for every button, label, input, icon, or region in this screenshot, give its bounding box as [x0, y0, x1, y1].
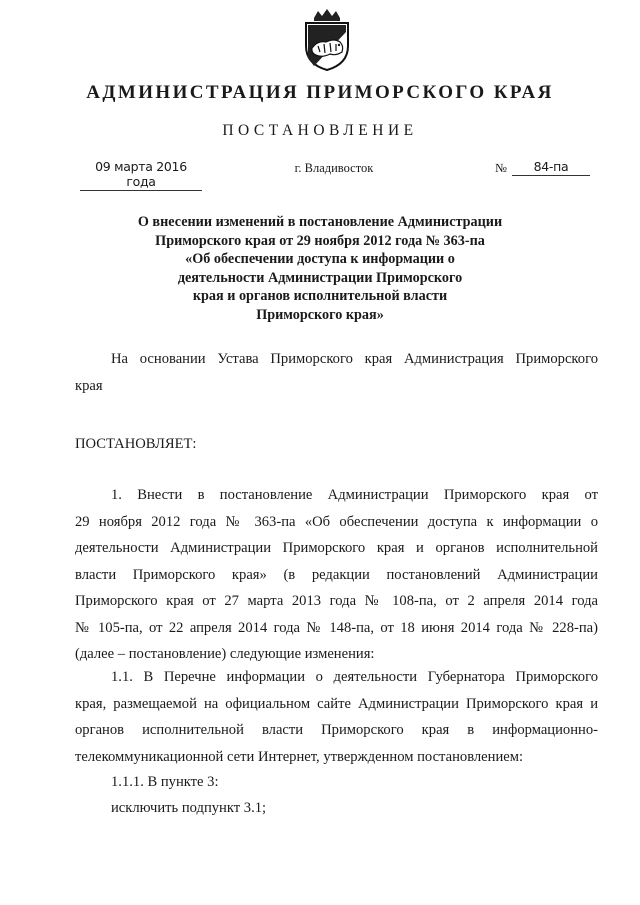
- body-line: (далее – постановление) следующие изменения:: [75, 646, 375, 662]
- body-line: 29 ноября 2012 года № 363-па «Об обеспечении доступа к информации о: [75, 513, 598, 530]
- document-date: 09 марта 2016 года: [80, 159, 202, 191]
- body-line: деятельности Администрации Приморского края и органов исполнительной: [75, 540, 598, 556]
- body-line: 1.1. В Перечне информации о деятельности Губернатора Приморского: [111, 669, 598, 685]
- document-number: 84-па: [512, 159, 590, 176]
- body-line: власти Приморского края» (в редакции постановлений Администрации: [75, 566, 598, 583]
- item-1-paragraph: [75, 487, 598, 673]
- subject-line: О внесении изменений в постановление Администрации: [137, 214, 503, 230]
- document-type: ПОСТАНОВЛЕНИЕ: [222, 122, 418, 139]
- body-line: края: [75, 377, 103, 394]
- body-line: органов исполнительной власти Приморского края в информационно-: [75, 722, 598, 738]
- subject-line: края и органов исполнительной власти: [192, 288, 448, 305]
- document-city: г. Владивосток: [294, 161, 374, 175]
- subject-line: «Об обеспечении доступа к информации о: [185, 251, 455, 268]
- decree-heading: ПОСТАНОВЛЯЕТ:: [75, 436, 197, 452]
- coat-of-arms-icon: [300, 8, 354, 72]
- intro-paragraph: [75, 346, 598, 399]
- item-1-1-1-heading: 1.1.1. В пункте 3:: [111, 774, 219, 790]
- body-line: № 105-па, от 22 апреля 2014 года № 148-па, от 18 июня 2014 года № 228-па): [75, 619, 598, 636]
- body-line: Приморского края от 27 марта 2013 года № 108-па, от 2 апреля 2014 года: [75, 593, 598, 609]
- document-subject: [100, 213, 540, 325]
- agency-title: АДМИНИСТРАЦИЯ ПРИМОРСКОГО КРАЯ: [86, 82, 554, 103]
- body-line: края, размещаемой на официальном сайте Администрации Приморского края и: [75, 695, 598, 712]
- body-line: телекоммуникационной сети Интернет, утвержденном постановлением:: [75, 748, 524, 765]
- subject-line: Приморского края»: [256, 306, 384, 323]
- subject-line: деятельности Администрации Приморского: [177, 269, 463, 286]
- document-number-label: №: [495, 161, 507, 175]
- subject-line: Приморского края от 29 ноября 2012 года № 363-па: [155, 232, 485, 249]
- exclude-subitem-line: исключить подпункт 3.1;: [111, 800, 267, 816]
- body-line: На основании Устава Приморского края Администрация Приморского: [111, 351, 598, 367]
- item-1-1-paragraph: [75, 669, 598, 775]
- body-line: 1. Внести в постановление Администрации Приморского края от: [111, 487, 598, 503]
